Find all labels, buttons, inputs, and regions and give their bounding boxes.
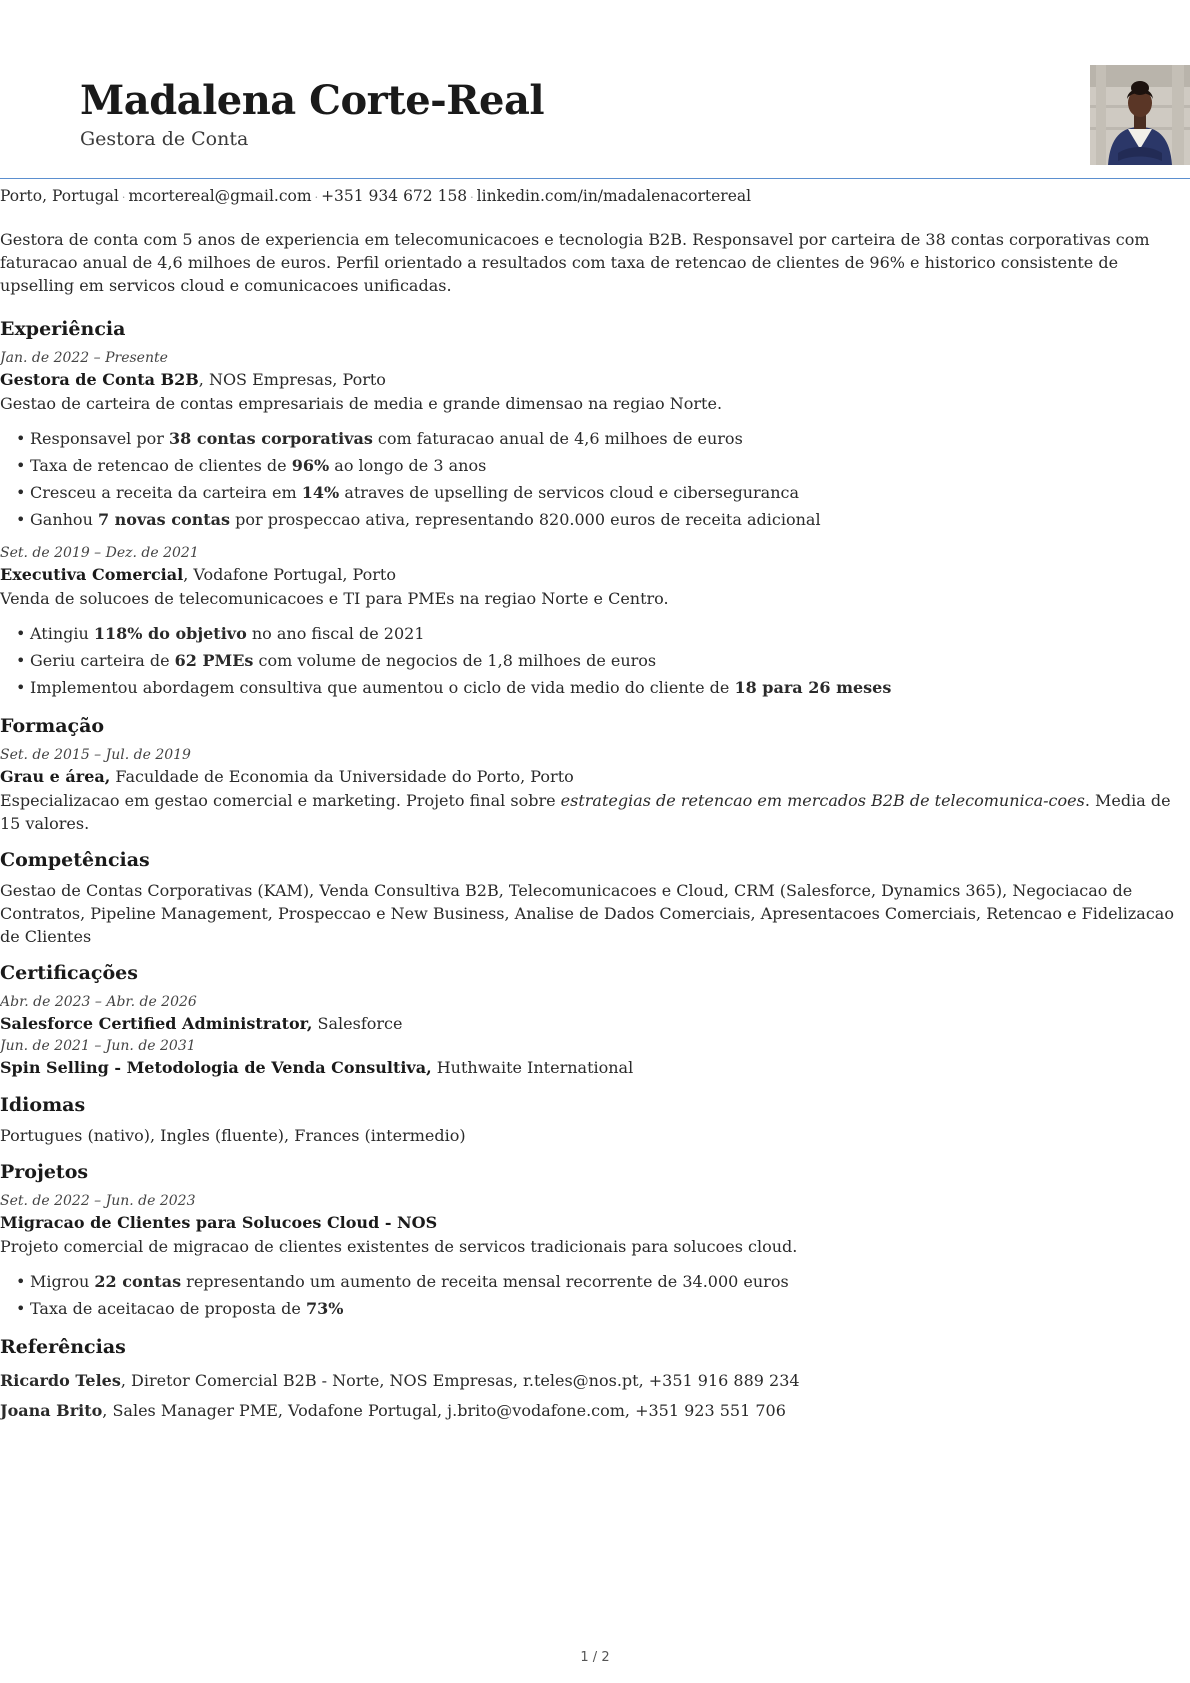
achievement-highlight: 96%: [291, 456, 330, 475]
project-name: Migracao de Clientes para Solucoes Cloud - NOS: [0, 1213, 438, 1232]
resume-body: [0, 316, 1190, 1438]
achievement-highlight: 73%: [305, 1299, 344, 1318]
reference-entry: [0, 1396, 1190, 1426]
languages-title: Idiomas: [0, 1094, 86, 1116]
certification-date: Abr. de 2023 – Abr. de 2026: [0, 994, 197, 1010]
languages-section: [0, 1092, 1190, 1147]
project-line: [0, 1211, 1190, 1235]
achievement-text: por prospeccao ativa, representando 820.000 euros de receita adicional: [230, 510, 821, 529]
job-company: , Vodafone Portugal, Porto: [183, 565, 396, 584]
achievement-highlight: 118% do objetivo: [93, 624, 247, 643]
skills-title: Competências: [0, 849, 150, 871]
achievement-highlight: 62 PMEs: [174, 651, 254, 670]
reference-entry: [0, 1366, 1190, 1396]
job-company: , NOS Empresas, Porto: [198, 370, 386, 389]
education-title: Formação: [0, 715, 105, 737]
certification-line: [0, 1056, 1190, 1080]
education-desc-italic: estrategias de retencao em mercados B2B de telecomunica-coes: [560, 791, 1085, 810]
job-role: [0, 563, 1190, 587]
job-achievements: [0, 620, 1190, 701]
contact-linkedin[interactable]: linkedin.com/in/madalenacortereal: [476, 187, 752, 205]
reference-name: Joana Brito: [0, 1401, 103, 1420]
achievement-highlight: 22 contas: [94, 1272, 182, 1291]
achievement-item: [30, 479, 1190, 506]
candidate-headline: Gestora de Conta: [80, 128, 249, 150]
candidate-name: Madalena Corte-Real: [80, 77, 545, 124]
education-school: Faculdade de Economia da Universidade do Porto, Porto: [110, 767, 574, 786]
profile-summary: Gestora de conta com 5 anos de experiencia em telecomunicacoes e tecnologia B2B. Responsavel por carteira de 38 contas corporativas com faturacao anual de 4,6 milhoes de euros. Perfil orientado a resultados com taxa de retencao de clientes de 96% e historico consistente de upselling em servicos cloud e comunicacoes unificadas.: [0, 230, 1150, 295]
achievement-text: Atingiu: [30, 624, 94, 643]
header-divider: [0, 178, 1190, 179]
skills-section: [0, 847, 1190, 948]
certification-name: Spin Selling - Metodologia de Venda Consultiva,: [0, 1058, 432, 1077]
education-date: Set. de 2015 – Jul. de 2019: [0, 747, 191, 763]
achievement-text: Taxa de retencao de clientes de: [30, 456, 292, 475]
certification-entry: [0, 1036, 1190, 1080]
certifications-title: Certificações: [0, 962, 138, 984]
references-section: [0, 1334, 1190, 1426]
education-degree: Grau e área: [0, 767, 105, 786]
certification-entry: [0, 992, 1190, 1036]
achievement-text: Implementou abordagem consultiva que aumentou o ciclo de vida medio do cliente de: [30, 678, 735, 697]
job-entry: [0, 543, 1190, 701]
job-description: Gestao de carteira de contas empresariais de media e grande dimensao na regiao Norte.: [0, 394, 723, 413]
job-date: Set. de 2019 – Dez. de 2021: [0, 545, 199, 561]
certification-issuer: Salesforce: [312, 1014, 403, 1033]
project-date: Set. de 2022 – Jun. de 2023: [0, 1193, 196, 1209]
achievement-text: Cresceu a receita da carteira em: [30, 483, 302, 502]
project-description: Projeto comercial de migracao de clientes existentes de servicos tradicionais para solucoes cloud.: [0, 1237, 798, 1256]
achievement-item: [30, 1268, 1190, 1295]
achievement-item: [30, 425, 1190, 452]
languages-list: Portugues (nativo), Ingles (fluente), Frances (intermedio): [0, 1126, 466, 1145]
reference-details: , Diretor Comercial B2B - Norte, NOS Empresas, r.teles@nos.pt, +351 916 889 234: [120, 1371, 800, 1390]
achievement-text: com faturacao anual de 4,6 milhoes de euros: [372, 429, 743, 448]
achievement-text: Geriu carteira de: [30, 651, 175, 670]
achievement-text: ao longo de 3 anos: [329, 456, 487, 475]
achievement-item: [30, 647, 1190, 674]
contact-separator: ·: [121, 191, 126, 204]
project-achievements: [0, 1268, 1190, 1322]
resume-header: [80, 0, 1110, 180]
education-desc-text: Especializacao em gestao comercial e marketing. Projeto final sobre: [0, 791, 561, 810]
reference-name: Ricardo Teles: [0, 1371, 121, 1390]
projects-section: [0, 1159, 1190, 1322]
certification-name: Salesforce Certified Administrator,: [0, 1014, 313, 1033]
certification-date: Jun. de 2021 – Jun. de 2031: [0, 1038, 196, 1054]
skills-list: Gestao de Contas Corporativas (KAM), Venda Consultiva B2B, Telecomunicacoes e Cloud, CRM (Salesforce, Dynamics 365), Negociacao de Contratos, Pipeline Management, Prospeccao e New Business, Analise de Dados Comerciais, Apresentacoes Comerciais, Retencao e Fidelizacao de Clientes: [0, 881, 1174, 946]
job-position: Executiva Comercial: [0, 565, 184, 584]
profile-photo: [1090, 65, 1190, 165]
certification-line: [0, 1012, 1190, 1036]
achievement-item: [30, 1295, 1190, 1322]
certification-issuer: Huthwaite International: [431, 1058, 634, 1077]
job-achievements: [0, 425, 1190, 533]
achievement-item: [30, 506, 1190, 533]
achievement-highlight: 18 para 26 meses: [734, 678, 892, 697]
education-degree-line: Grau e área, Faculdade de Economia da Universidade do Porto, Porto: [0, 767, 574, 786]
achievement-item: [30, 452, 1190, 479]
achievement-text: com volume de negocios de 1,8 milhoes de euros: [253, 651, 657, 670]
contact-line: [0, 185, 1190, 209]
job-role: [0, 368, 1190, 392]
job-position: Gestora de Conta B2B: [0, 370, 199, 389]
achievement-highlight: 14%: [301, 483, 340, 502]
achievement-highlight: 7 novas contas: [97, 510, 231, 529]
job-date: Jan. de 2022 – Presente: [0, 350, 168, 366]
achievement-text: Ganhou: [30, 510, 98, 529]
achievement-text: Taxa de aceitacao de proposta de: [30, 1299, 306, 1318]
contact-separator: ·: [470, 191, 474, 204]
page-number: 1 / 2: [580, 1650, 610, 1665]
achievement-text: representando um aumento de receita mensal recorrente de 34.000 euros: [181, 1272, 789, 1291]
job-description: Venda de solucoes de telecomunicacoes e TI para PMEs na regiao Norte e Centro.: [0, 589, 669, 608]
contact-separator: ·: [314, 191, 319, 204]
projects-title: Projetos: [0, 1161, 89, 1183]
experience-title: Experiência: [0, 318, 126, 340]
contact-email[interactable]: mcortereal@gmail.com: [128, 187, 312, 205]
experience-section: [0, 316, 1190, 701]
achievement-text: no ano fiscal de 2021: [246, 624, 425, 643]
achievement-text: atraves de upselling de servicos cloud e ciberseguranca: [339, 483, 800, 502]
achievement-item: [30, 674, 1190, 701]
certifications-section: [0, 960, 1190, 1080]
education-section: [0, 713, 1190, 835]
achievement-text: Migrou: [30, 1272, 95, 1291]
education-desc-text: . Media de 15 valores.: [0, 791, 1171, 833]
reference-details: , Sales Manager PME, Vodafone Portugal, j.brito@vodafone.com, +351 923 551 706: [102, 1401, 786, 1420]
references-title: Referências: [0, 1336, 126, 1358]
education-description: [0, 789, 1190, 835]
achievement-text: Responsavel por: [30, 429, 169, 448]
contact-phone[interactable]: +351 934 672 158: [321, 187, 468, 205]
achievement-highlight: 38 contas corporativas: [168, 429, 373, 448]
contact-location: Porto, Portugal: [0, 187, 119, 205]
achievement-item: [30, 620, 1190, 647]
job-entry: [0, 348, 1190, 533]
